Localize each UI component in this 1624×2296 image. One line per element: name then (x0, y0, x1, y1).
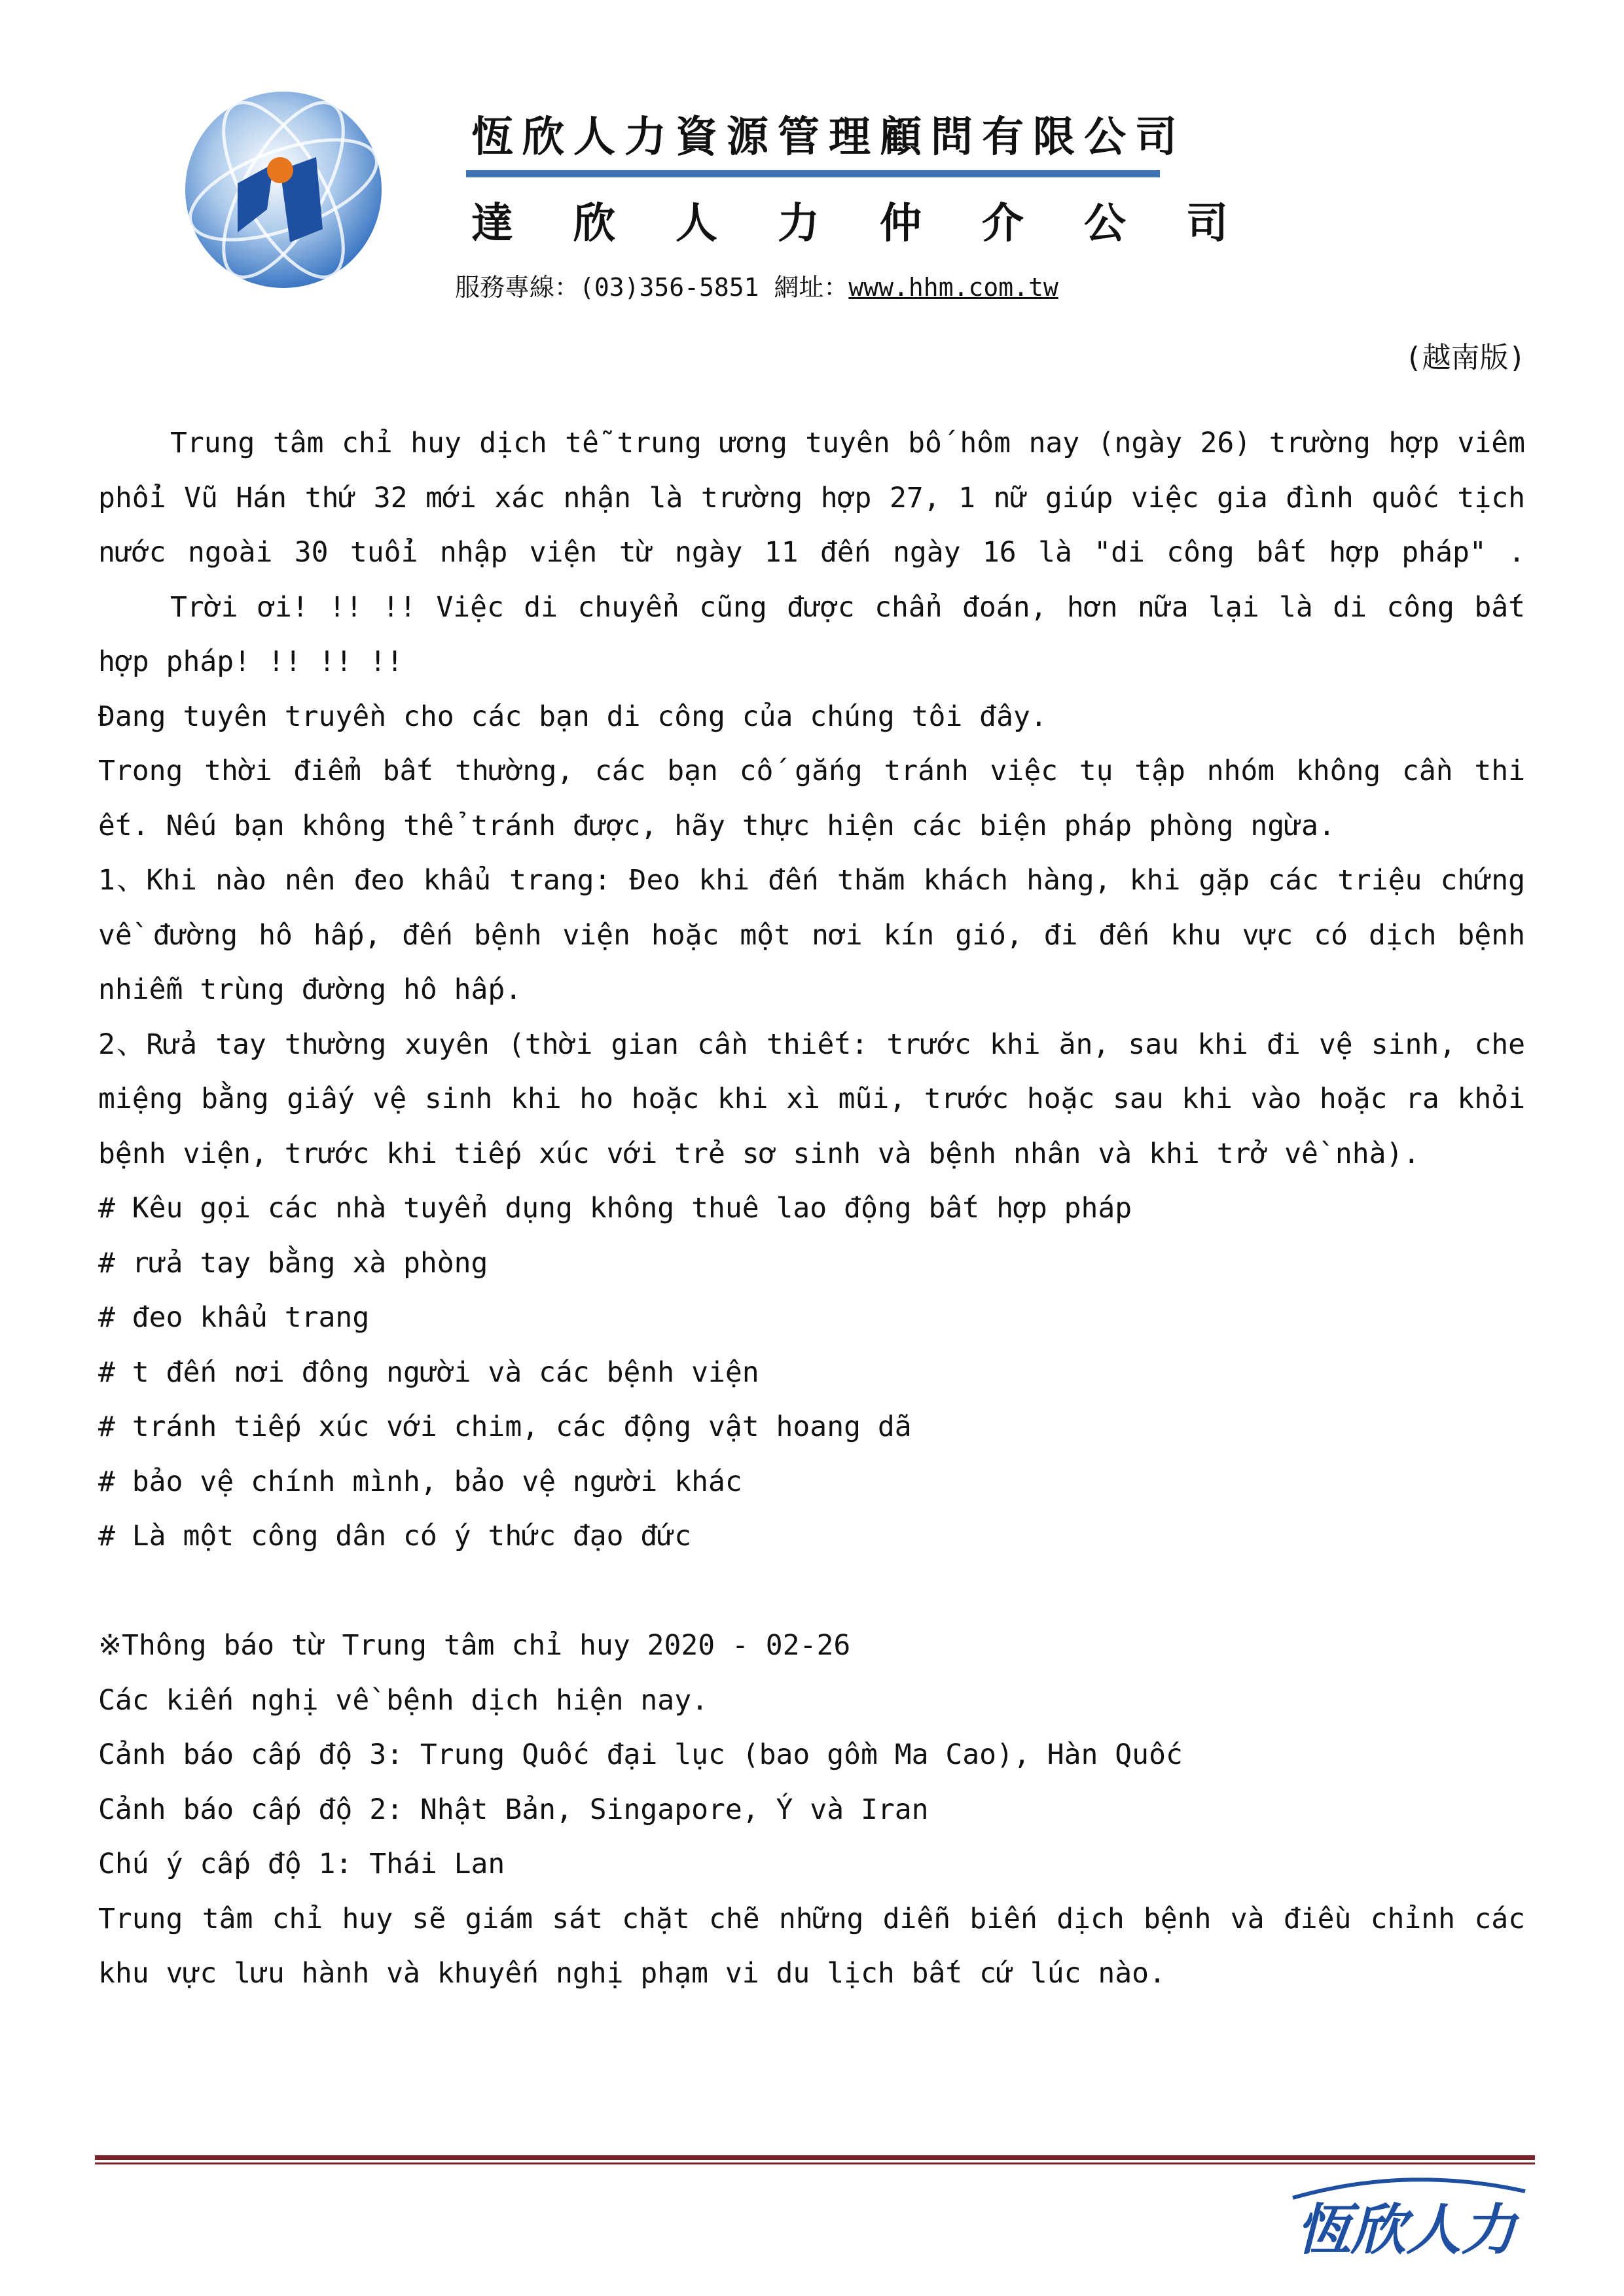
notice-line: khu vực lưu hành và khuyến nghị phạm vi du lịch bất cứ lúc nào. (98, 1957, 1166, 1990)
body-line: ết. Nếu bạn không thể tránh được, hãy thực hiện các biện pháp phòng ngừa. (98, 809, 1335, 842)
bullet-line: # Là một công dân có ý thức đạo đức (98, 1520, 692, 1552)
contact-line (455, 267, 1058, 303)
body-line: về đường hô hấp, đến bệnh viện hoặc một nơi kín gió, đi đến khu vực có dịch bệnh (98, 918, 1525, 952)
body-line: 2、Rửa tay thường xuyên (thời gian cần thiết: trước khi ăn, sau khi đi vệ sinh, che (98, 1028, 1525, 1061)
body-line: Đang tuyên truyền cho các bạn di công của chúng tôi đây. (98, 700, 1047, 733)
footer-rule (95, 2155, 1535, 2160)
contact-label: 服務專線：(03)356-5851 網址： (455, 273, 849, 302)
notice-line: Trung tâm chỉ huy sẽ giám sát chặt chẽ những diễn biến dịch bệnh và điều chỉnh các (98, 1902, 1525, 1935)
body-line: Trung tâm chỉ huy dịch tễ trung ương tuyên bố hôm nay (ngày 26) trường hợp viêm (170, 427, 1525, 459)
body-line: bệnh viện, trước khi tiếp xúc với trẻ sơ sinh và bệnh nhân và khi trở về nhà). (98, 1137, 1420, 1170)
body-line: nhiễm trùng đường hô hấp. (98, 973, 522, 1006)
bullet-line: # tránh tiếp xúc với chim, các động vật hoang dã (98, 1410, 912, 1443)
notice-line: Các kiến nghị về bệnh dịch hiện nay. (98, 1683, 708, 1717)
document-body (98, 416, 1525, 2001)
bullet-line: # t đến nơi đông người và các bệnh viện (98, 1355, 759, 1389)
body-line: hợp pháp! !! !! !! (98, 645, 403, 678)
body-line: phổi Vũ Hán thứ 32 mới xác nhận là trường hợp 27, 1 nữ giúp việc gia đình quốc tịch (98, 481, 1525, 514)
header-rule (466, 170, 1160, 177)
company-name: 恆欣人力資源管理顧問有限公司 (471, 113, 1186, 162)
bullet-line: # rửa tay bằng xà phòng (98, 1246, 488, 1280)
body-line: 1、Khi nào nên đeo khẩu trang: Đeo khi đến thăm khách hàng, khi gặp các triệu chứng (98, 864, 1525, 897)
footer-rule-thin (95, 2162, 1535, 2164)
body-line: miệng bằng giấy vệ sinh khi ho hoặc khi xì mũi, trước hoặc sau khi vào hoặc ra khỏi (98, 1083, 1525, 1115)
notice-line: Chú ý cấp độ 1: Thái Lan (98, 1848, 505, 1880)
version-label: (越南版) (1405, 341, 1526, 374)
footer-logo-text: 恆欣人力 (1296, 2197, 1517, 2262)
company-logo (175, 65, 391, 314)
body-line: Trời ơi! !! !! Việc di chuyển cũng được chẩn đoán, hơn nữa lại là di công bất (170, 590, 1525, 624)
bullet-line: # đeo khẩu trang (98, 1301, 370, 1334)
bullet-line: # bảo vệ chính mình, bảo vệ người khác (98, 1465, 742, 1498)
footer-logo (1283, 2172, 1532, 2270)
body-line: Trong thời điểm bất thường, các bạn cố gắng tránh việc tụ tập nhóm không cần thi (98, 755, 1525, 787)
bullet-line: # Kêu gọi các nhà tuyển dụng không thuê lao động bất hợp pháp (98, 1192, 1132, 1225)
company-name-secondary: 達欣人力仲介公司 (471, 199, 1288, 248)
paragraph-spacer (98, 1564, 1525, 1619)
notice-line: ※Thông báo từ Trung tâm chỉ huy 2020 - 02-26 (98, 1629, 851, 1662)
body-line: nước ngoài 30 tuổi nhập viện từ ngày 11 đến ngày 16 là "di công bất hợp pháp" . (98, 536, 1525, 569)
website-link[interactable]: www.hhm.com.tw (848, 273, 1058, 302)
notice-line: Cảnh báo cấp độ 2: Nhật Bản, Singapore, Ý và Iran (98, 1793, 929, 1826)
notice-line: Cảnh báo cấp độ 3: Trung Quốc đại lục (bao gồm Ma Cao), Hàn Quốc (98, 1738, 1183, 1771)
